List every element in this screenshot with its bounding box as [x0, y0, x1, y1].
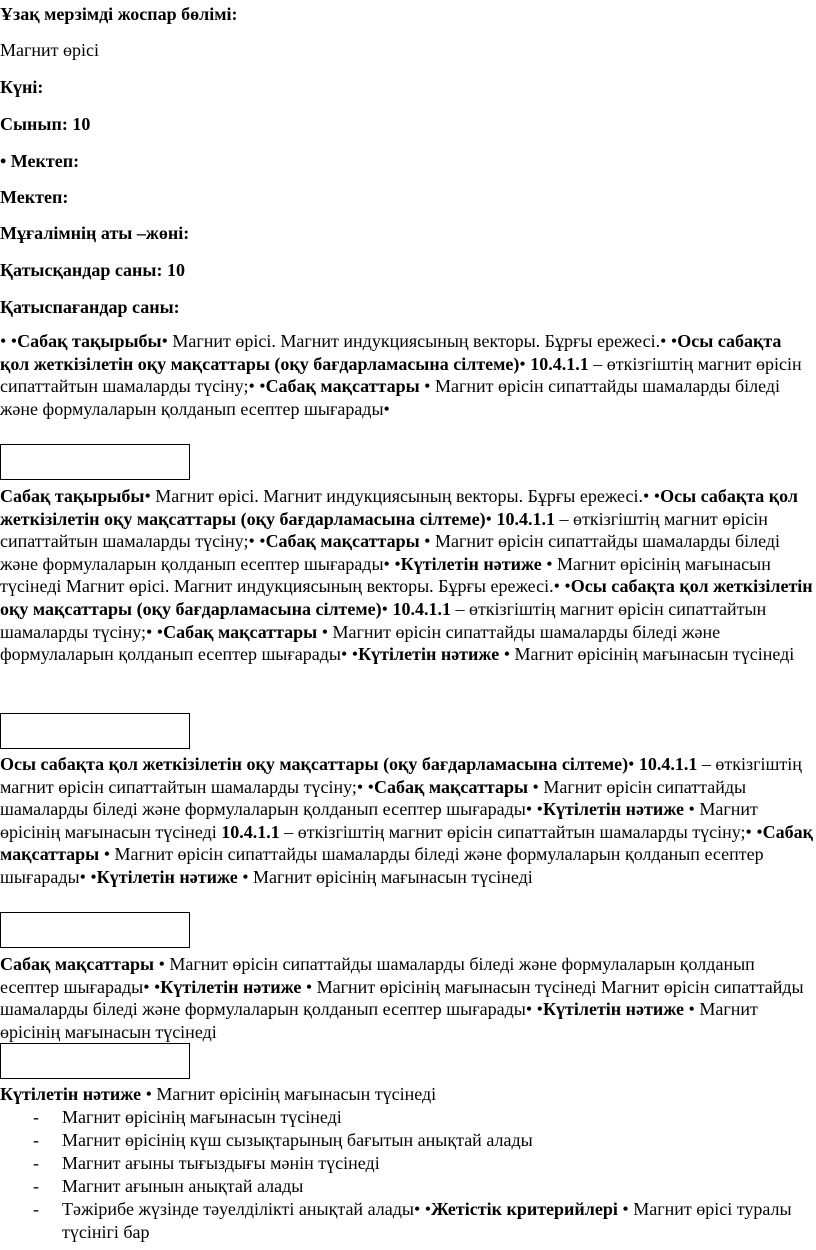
bold-text-run: Сабақ мақсаттары: [265, 531, 420, 552]
text-run: •: [628, 754, 639, 774]
text-run: – өткізгіштің магнит өрісін сипаттайтын шамаларды түсіну;• •: [0, 508, 768, 552]
bold-text-run: Күтілетін нәтиже: [542, 999, 685, 1020]
empty-cell-box: [0, 1043, 190, 1079]
list-item-text: Магнит өрісінің күш сызықтарының бағытын анықтай алады: [62, 1130, 533, 1150]
text-run: – өткізгіштің магнит өрісін сипаттайтын шамаларды түсіну;• •: [0, 754, 802, 797]
class-label: Сынып: 10: [0, 114, 91, 134]
list-item-text: Магнит ағыны тығыздығы мәнін түсінеді: [62, 1153, 380, 1173]
present-count-label: Қатысқандар саны: 10: [0, 260, 185, 280]
list-item-text: Магнит ағынын анықтай алады: [62, 1176, 304, 1196]
bold-text-run: Күтілетін нәтиже: [400, 553, 542, 574]
lesson-topic-paragraph-repeat: [0, 485, 814, 666]
text-run: • Магнит өрісін сипаттайды шамаларды біледі және формулаларын қолданып есептер шығарады• •: [0, 621, 721, 665]
plan-section-label: Ұзақ мерзімді жоспар бөлімі:: [0, 4, 238, 24]
bold-text-run: Сабақ мақсаттары: [0, 954, 155, 974]
text-run: – өткізгіштің магнит өрісін сипаттайтын шамаларды түсіну;• •: [0, 598, 767, 642]
bold-text-run: Осы сабақта қол жеткізілетін оқу мақсаттары (оқу бағдарламасына сілтеме): [0, 331, 782, 374]
expected-result-heading: [0, 1083, 814, 1106]
lesson-objectives-paragraph: [0, 953, 814, 1043]
school-label: Мектеп:: [0, 187, 69, 207]
bold-text-run: Осы сабақта қол жеткізілетін оқу мақсаттары (оқу бағдарламасына сілтеме): [0, 486, 799, 529]
bold-text-run: Сабақ тақырыбы: [17, 331, 162, 351]
bold-text-run: 10.4.1.1: [530, 353, 589, 374]
list-item: [0, 1198, 816, 1243]
school-bullet-label: • Мектеп:: [0, 151, 80, 171]
bold-text-run: Сабақ мақсаттары: [0, 821, 814, 865]
bold-text-run: Сабақ мақсаттары: [265, 376, 420, 397]
text-run: • Магнит өрісін сипаттайды шамаларды біледі және формулаларын қолданып есептер шығарады•: [0, 376, 780, 419]
bold-text-run: Күтілетін нәтиже: [160, 976, 302, 997]
list-marker: -: [33, 1107, 39, 1127]
bold-text-run: Күтілетін нәтиже: [358, 644, 500, 665]
text-run: • Магнит өрісі. Магнит индукциясының векторы. Бұрғы ережесі.• •: [144, 486, 661, 506]
text-run: •: [485, 508, 497, 529]
bold-text-run: Сабақ мақсаттары: [373, 776, 529, 797]
date-label: Күні:: [0, 77, 44, 97]
list-marker: -: [33, 1176, 39, 1196]
text-run: •: [381, 598, 393, 619]
plan-section-value: Магнит өрісі: [0, 40, 99, 60]
empty-cell-box: [0, 713, 190, 749]
bold-text-run: Сабақ мақсаттары: [163, 621, 318, 642]
text-run: Тәжірибе жүзінде тәуелділікті анықтай алады• •: [62, 1199, 432, 1219]
text-run: • Магнит өрісін сипаттайды шамаларды біледі және формулаларын қолданып есептер шығарады• •: [0, 776, 747, 820]
list-marker: -: [33, 1130, 39, 1150]
text-run: • Магнит өрісінің мағынасын түсінеді Магнит өрісі. Магнит индукциясының векторы. Бұрғы ережесі.• •: [0, 553, 771, 597]
teacher-name-label: Мұғалімнің аты –жөні:: [0, 223, 190, 243]
bold-text-run: Осы сабақта қол жеткізілетін оқу мақсаттары (оқу бағдарламасына сілтеме): [0, 576, 813, 619]
bold-text-run: Жетістік критерийлері: [431, 1199, 618, 1219]
bold-text-run: 10.4.1.1: [638, 754, 698, 774]
lesson-topic-paragraph: [0, 330, 814, 420]
text-run: •: [519, 353, 531, 374]
list-marker: -: [33, 1199, 39, 1219]
list-item-text: [62, 1198, 814, 1243]
bold-text-run: Күтілетін нәтиже: [0, 1084, 142, 1104]
empty-cell-box: [0, 912, 190, 948]
learning-objectives-paragraph: [0, 753, 814, 889]
empty-cell-box: [0, 444, 190, 480]
bold-text-run: Сабақ тақырыбы: [0, 486, 145, 506]
bold-text-run: 10.4.1.1: [221, 821, 280, 842]
list-marker: -: [33, 1153, 39, 1173]
bold-text-run: Күтілетін нәтиже: [542, 799, 685, 820]
bold-text-run: Күтілетін нәтиже: [96, 866, 238, 887]
text-run: • Магнит өрісі. Магнит индукциясының векторы. Бұрғы ережесі.• •: [161, 331, 678, 351]
text-run: – өткізгіштің магнит өрісін сипаттайтын шамаларды түсіну;• •: [279, 821, 763, 842]
text-run: • Магнит өрісінің мағынасын түсінеді: [141, 1084, 437, 1104]
text-run: • Магнит өрісінің мағынасын түсінеді Магнит өрісін сипаттайды шамаларды біледі және формулаларын қолданып есептер шығарады• •: [0, 976, 804, 1020]
text-run: • Магнит өрісінің мағынасын түсінеді: [0, 999, 758, 1042]
text-run: • Магнит өрісі туралы түсінігі бар: [62, 1199, 792, 1242]
bold-text-run: 10.4.1.1: [496, 508, 555, 529]
text-run: • Магнит өрісінің мағынасын түсінеді: [237, 866, 533, 887]
text-run: • •: [0, 331, 18, 351]
text-run: • Магнит өрісінің мағынасын түсінеді: [0, 799, 758, 842]
list-item-text: Магнит өрісінің мағынасын түсінеді: [62, 1107, 342, 1127]
text-run: • Магнит өрісін сипаттайды шамаларды біледі және формулаларын қолданып есептер шығарады• •: [0, 954, 755, 997]
text-run: • Магнит өрісінің мағынасын түсінеді: [499, 644, 795, 665]
text-run: • Магнит өрісін сипаттайды шамаларды біледі және формулаларын қолданып есептер шығарады• •: [0, 844, 764, 887]
absent-count-label: Қатыспағандар саны:: [0, 297, 180, 317]
text-run: – өткізгіштің магнит өрісін сипаттайтын шамаларды түсіну;• •: [0, 353, 802, 397]
text-run: • Магнит өрісін сипаттайды шамаларды біледі және формулаларын қолданып есептер шығарады• •: [0, 531, 780, 574]
bold-text-run: 10.4.1.1: [392, 598, 451, 619]
bold-text-run: Осы сабақта қол жеткізілетін оқу мақсаттары (оқу бағдарламасына сілтеме): [0, 754, 629, 774]
